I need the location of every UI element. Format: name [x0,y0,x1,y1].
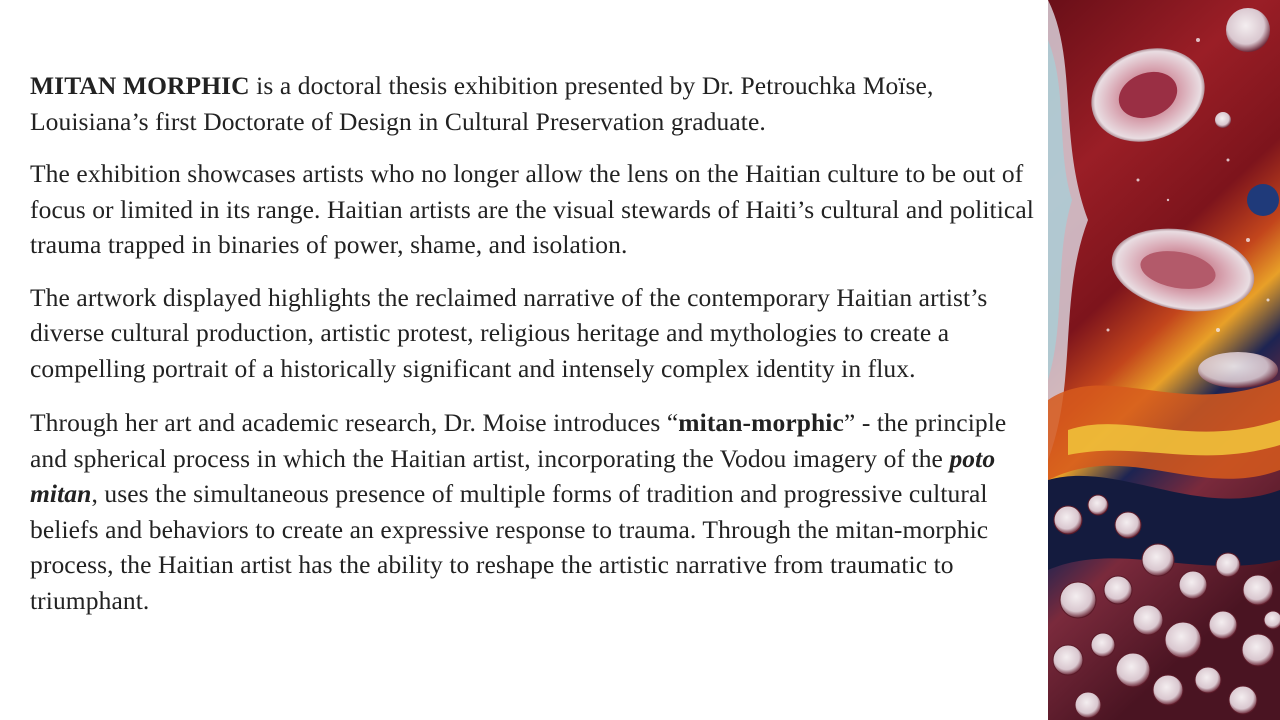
term-poto-mitan: poto mitan [30,443,996,508]
term-mitan-morphic: mitan-morphic [678,408,844,437]
fluid-art-painting-icon [1048,0,1280,720]
paragraph-research-rest: , uses the simultaneous presence of multiple forms of tradition and progressive cultural beliefs and behaviors to create an expressive response to trauma. Through the mitan-morphic process, the Haitian artist has the ability to reshape the artistic narrative from traumatic to triumphant. [30,479,989,615]
exhibition-title: MITAN MORPHIC [30,71,250,100]
paragraph-research-intro: Through her art and academic research, Dr. Moise introduces “ [30,408,679,437]
paragraph-exhibition: The exhibition showcases artists who no longer allow the lens on the Haitian culture to be out of focus or limited in its range. Haitian artists are the visual stewards of Haiti’s cultural and political trauma trapped in binaries of power, shame, and isolation. [30,159,1034,259]
paragraph-intro [30,68,1042,139]
paragraph-research-middle: ” - the principle and spherical process in which the Haitian artist, incorporating the Vodou imagery of the [30,408,1007,473]
paragraph-research [30,405,1042,618]
body-text [30,68,1042,635]
paragraph-intro-text: is a doctoral thesis exhibition presented by Dr. Petrouchka Moïse, Louisiana’s first Doctorate of Design in Cultural Preservation graduate. [30,71,934,136]
paragraph-artwork: The artwork displayed highlights the reclaimed narrative of the contemporary Haitian artist’s diverse cultural production, artistic protest, religious heritage and mythologies to create a compelling portrait of a historically significant and intensely complex identity in flux. [30,282,988,383]
fluid-art-image [1048,0,1280,720]
